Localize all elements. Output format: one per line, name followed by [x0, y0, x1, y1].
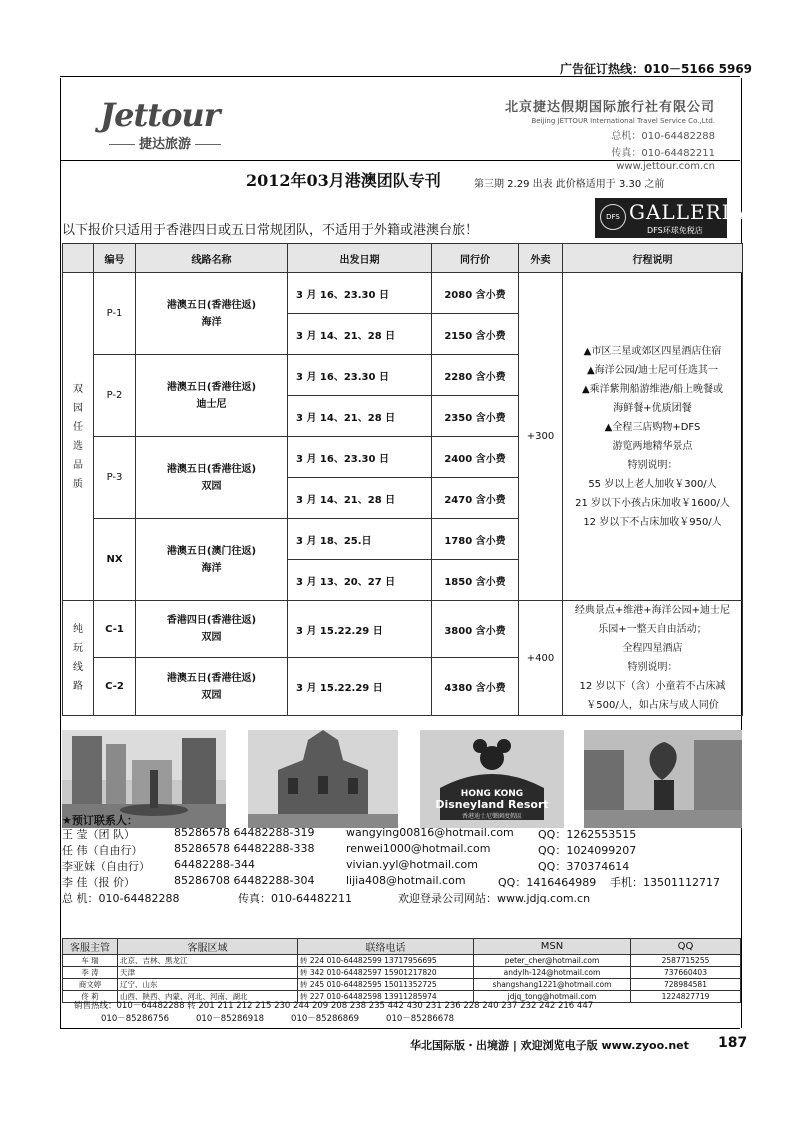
price: 2350 含小费 — [432, 396, 519, 437]
price: 2400 含小费 — [432, 437, 519, 478]
departure-date: 3 月 14、21、28 日 — [288, 478, 432, 519]
col-header: 联络电话 — [298, 939, 474, 955]
website-line[interactable]: 欢迎登录公司网站：www.jdjq.com.cn — [398, 892, 591, 905]
col-header: 编号 — [94, 244, 136, 273]
service-table — [62, 938, 741, 1003]
departure-date: 3 月 18、25.日 — [288, 519, 432, 560]
departure-date: 3 月 13、20、27 日 — [288, 560, 432, 601]
service-header — [63, 939, 741, 955]
contact-qq: QQ：370374614 — [538, 860, 630, 873]
company-phone: 总机：010-64482288 — [611, 131, 715, 142]
table-row: 商文婷 辽宁、山东 转 245 010-64482595 15011352725 shangshang1221@hotmail.com 728984581 — [63, 979, 741, 991]
route-code: NX — [94, 519, 136, 601]
price-notice: 以下报价只适用于香港四日或五日常规团队，不适用于外籍或港澳台旅！ — [62, 223, 479, 238]
itinerary-line: ▲市区三星或郊区四星酒店住宿 — [583, 345, 722, 357]
category-label: 纯 玩 线 路 — [73, 624, 83, 692]
sign-line3: 香港迪士尼樂園度假區 — [461, 813, 523, 820]
price: 1850 含小费 — [432, 560, 519, 601]
itinerary-line: 特别说明： — [627, 662, 678, 673]
tour-price-table — [62, 243, 743, 716]
photo-disneyland-sign — [420, 730, 564, 828]
route-code: P-1 — [94, 273, 136, 355]
main-line: 总 机：010-64482288 — [62, 892, 180, 905]
price: 2150 含小费 — [432, 314, 519, 355]
price: 2080 含小费 — [432, 273, 519, 314]
issue-note: 第三期 2.29 出表 此价格适用于 3.30 之前 — [474, 179, 665, 190]
top-rule — [60, 76, 740, 77]
departure-date: 3 月 15.22.29 日 — [288, 601, 432, 658]
extra-cost: +400 — [519, 601, 563, 716]
contact-phone: 85286578 64482288-319 — [174, 826, 315, 839]
departure-date: 3 月 16、23.30 日 — [288, 437, 432, 478]
col-header: 线路名称 — [136, 244, 288, 273]
page-number: 187 — [718, 1035, 748, 1051]
departure-date: 3 月 14、21、28 日 — [288, 314, 432, 355]
route-name: 港澳五日(香港往返) 海洋 — [136, 273, 288, 355]
col-header: 出发日期 — [288, 244, 432, 273]
itinerary-line: ▲乘洋紫荆船游维港/船上晚餐或 — [581, 383, 724, 395]
contact-email[interactable]: vivian.yyl@hotmail.com — [346, 858, 478, 871]
company-fax: 传真：010-64482211 — [611, 148, 715, 159]
table-row: 佟 莉 山西、陕西、内蒙、河北、河南、湖北 转 227 010-64482598 13911285974 jdjq_tong@hotmail.com 1224827719 — [63, 991, 741, 1003]
itinerary-line: 游览两地精华景点 — [612, 440, 693, 452]
photo-ruins-of-st-pauls — [248, 730, 398, 828]
company-name-en: Beijing JETTOUR International Travel Service Co.,Ltd. — [531, 117, 715, 125]
page-title: 2012年03月港澳团队专刊 — [246, 171, 441, 190]
category-cell — [63, 601, 94, 716]
extra-cost: +300 — [519, 273, 563, 601]
route-name: 港澳五日(香港往返) 双园 — [136, 437, 288, 519]
route-code: P-3 — [94, 437, 136, 519]
route-name: 港澳五日(澳门往返) 海洋 — [136, 519, 288, 601]
contact-name: 任 伟（自由行） — [62, 844, 143, 857]
contact-phone: 85286578 64482288-338 — [174, 842, 315, 855]
col-header: QQ — [631, 939, 741, 955]
contact-email[interactable]: lijia408@hotmail.com — [346, 874, 466, 887]
sign-line2: Disneyland Resort — [435, 798, 549, 811]
photo-golden-bauhinia — [584, 730, 742, 828]
contact-qq: QQ：1262553515 — [538, 828, 637, 841]
itinerary-line: 12 岁以下不占床加收￥950/人 — [583, 516, 722, 528]
departure-date: 3 月 16、23.30 日 — [288, 355, 432, 396]
contact-email[interactable]: wangying00816@hotmail.com — [346, 826, 514, 839]
route-code: C-2 — [94, 658, 136, 716]
category-cell — [63, 273, 94, 601]
itinerary-line: 全程四星酒店 — [622, 643, 683, 654]
price: 2280 含小费 — [432, 355, 519, 396]
itinerary-notes — [563, 273, 743, 601]
table-row — [63, 273, 743, 314]
contact-name: 李亚妹（自由行） — [62, 860, 150, 873]
price: 4380 含小费 — [432, 658, 519, 716]
table-header — [63, 244, 743, 273]
route-code: P-2 — [94, 355, 136, 437]
table-row: 车 瑞 北京、吉林、黑龙江 转 224 010-64482599 13717956695 peter_cher@hotmail.com 2587715255 — [63, 955, 741, 967]
itinerary-line: 经典景点+维港+海洋公园+迪士尼 — [574, 605, 731, 616]
col-header: 客服区域 — [118, 939, 298, 955]
itinerary-line: 55 岁以上老人加收￥300/人 — [588, 478, 717, 490]
category-label: 双 园 任 选 品 质 — [73, 383, 83, 490]
route-code: C-1 — [94, 601, 136, 658]
sign-line1: HONG KONG — [460, 789, 524, 799]
col-header: 外卖 — [519, 244, 563, 273]
itinerary-line: 乐园+一整天自由活动； — [598, 624, 707, 635]
col-header: 客服主管 — [63, 939, 118, 955]
route-name: 香港四日(香港往返) 双园 — [136, 601, 288, 658]
contact-mobile: 手机：13501112717 — [610, 876, 720, 889]
galleria-logo — [595, 198, 746, 238]
itinerary-line: ▲全程三店购物+DFS — [604, 421, 701, 433]
itinerary-line: 12 岁以下（含）小童若不占床减 — [579, 681, 726, 692]
table-row: 李 涛 天津 转 342 010-64482597 15901217820 andylh-124@hotmail.com 737660403 — [63, 967, 741, 979]
contact-email[interactable]: renwei1000@hotmail.com — [346, 842, 491, 855]
sales-hotline: 销售热线：010－64482288 转 201 211 212 215 230 244 209 208 238 235 442 430 231 236 228 240 237 232 242 216 447 010－85286756 010－85286918 010－85286869 010－85286678 — [74, 1001, 594, 1024]
itinerary-line: 特别说明： — [627, 459, 678, 471]
bottom-rule — [60, 1028, 740, 1029]
logo-subtitle: 捷达旅游 — [100, 133, 230, 152]
contact-qq: QQ：1024099207 — [538, 844, 637, 857]
departure-date: 3 月 16、23.30 日 — [288, 273, 432, 314]
itinerary-line: 海鲜餐+优质团餐 — [613, 402, 692, 414]
company-website[interactable]: www.jettour.com.cn — [616, 161, 715, 172]
contact-qq: QQ：1416464989 — [498, 876, 597, 889]
dfs-badge: DFS — [600, 204, 626, 230]
contact-phone: 64482288-344 — [174, 858, 255, 871]
route-name: 港澳五日(香港往返) 双园 — [136, 658, 288, 716]
header-divider — [60, 160, 740, 161]
col-header: 同行价 — [432, 244, 519, 273]
table-row — [63, 601, 743, 658]
galleria-sub: DFS环球免税店 — [647, 226, 703, 235]
itinerary-notes — [563, 601, 743, 716]
jettour-logo: Jettour — [100, 96, 220, 134]
price: 3800 含小费 — [432, 601, 519, 658]
contact-name: 李 佳（报 价） — [62, 876, 135, 889]
itinerary-line: ￥500/人，如占床与成人同价 — [586, 700, 719, 711]
col-header: MSN — [474, 939, 631, 955]
contact-phone: 85286708 64482288-304 — [174, 874, 315, 887]
price: 1780 含小费 — [432, 519, 519, 560]
route-name: 港澳五日(香港往返) 迪士尼 — [136, 355, 288, 437]
fax-line: 传真：010-64482211 — [238, 892, 352, 905]
footer-text: 华北国际版・出境游 | 欢迎浏览电子版 www.zyoo.net — [410, 1039, 689, 1052]
galleria-name: GALLERIA — [629, 200, 746, 224]
itinerary-line: ▲海洋公园/迪士尼可任选其一 — [586, 364, 719, 376]
company-name-cn: 北京捷达假期国际旅行社有限公司 — [504, 100, 715, 115]
contacts-heading: ★预订联系人： — [62, 814, 138, 827]
departure-date: 3 月 14、21、28 日 — [288, 396, 432, 437]
price: 2470 含小费 — [432, 478, 519, 519]
col-header: 行程说明 — [563, 244, 743, 273]
contact-name: 王 莹（团 队） — [62, 828, 135, 841]
departure-date: 3 月 15.22.29 日 — [288, 658, 432, 716]
itinerary-line: 21 岁以下小孩占床加收￥1600/人 — [575, 497, 730, 509]
ad-hotline: 广告征订热线：010－5166 5969 — [560, 62, 753, 76]
